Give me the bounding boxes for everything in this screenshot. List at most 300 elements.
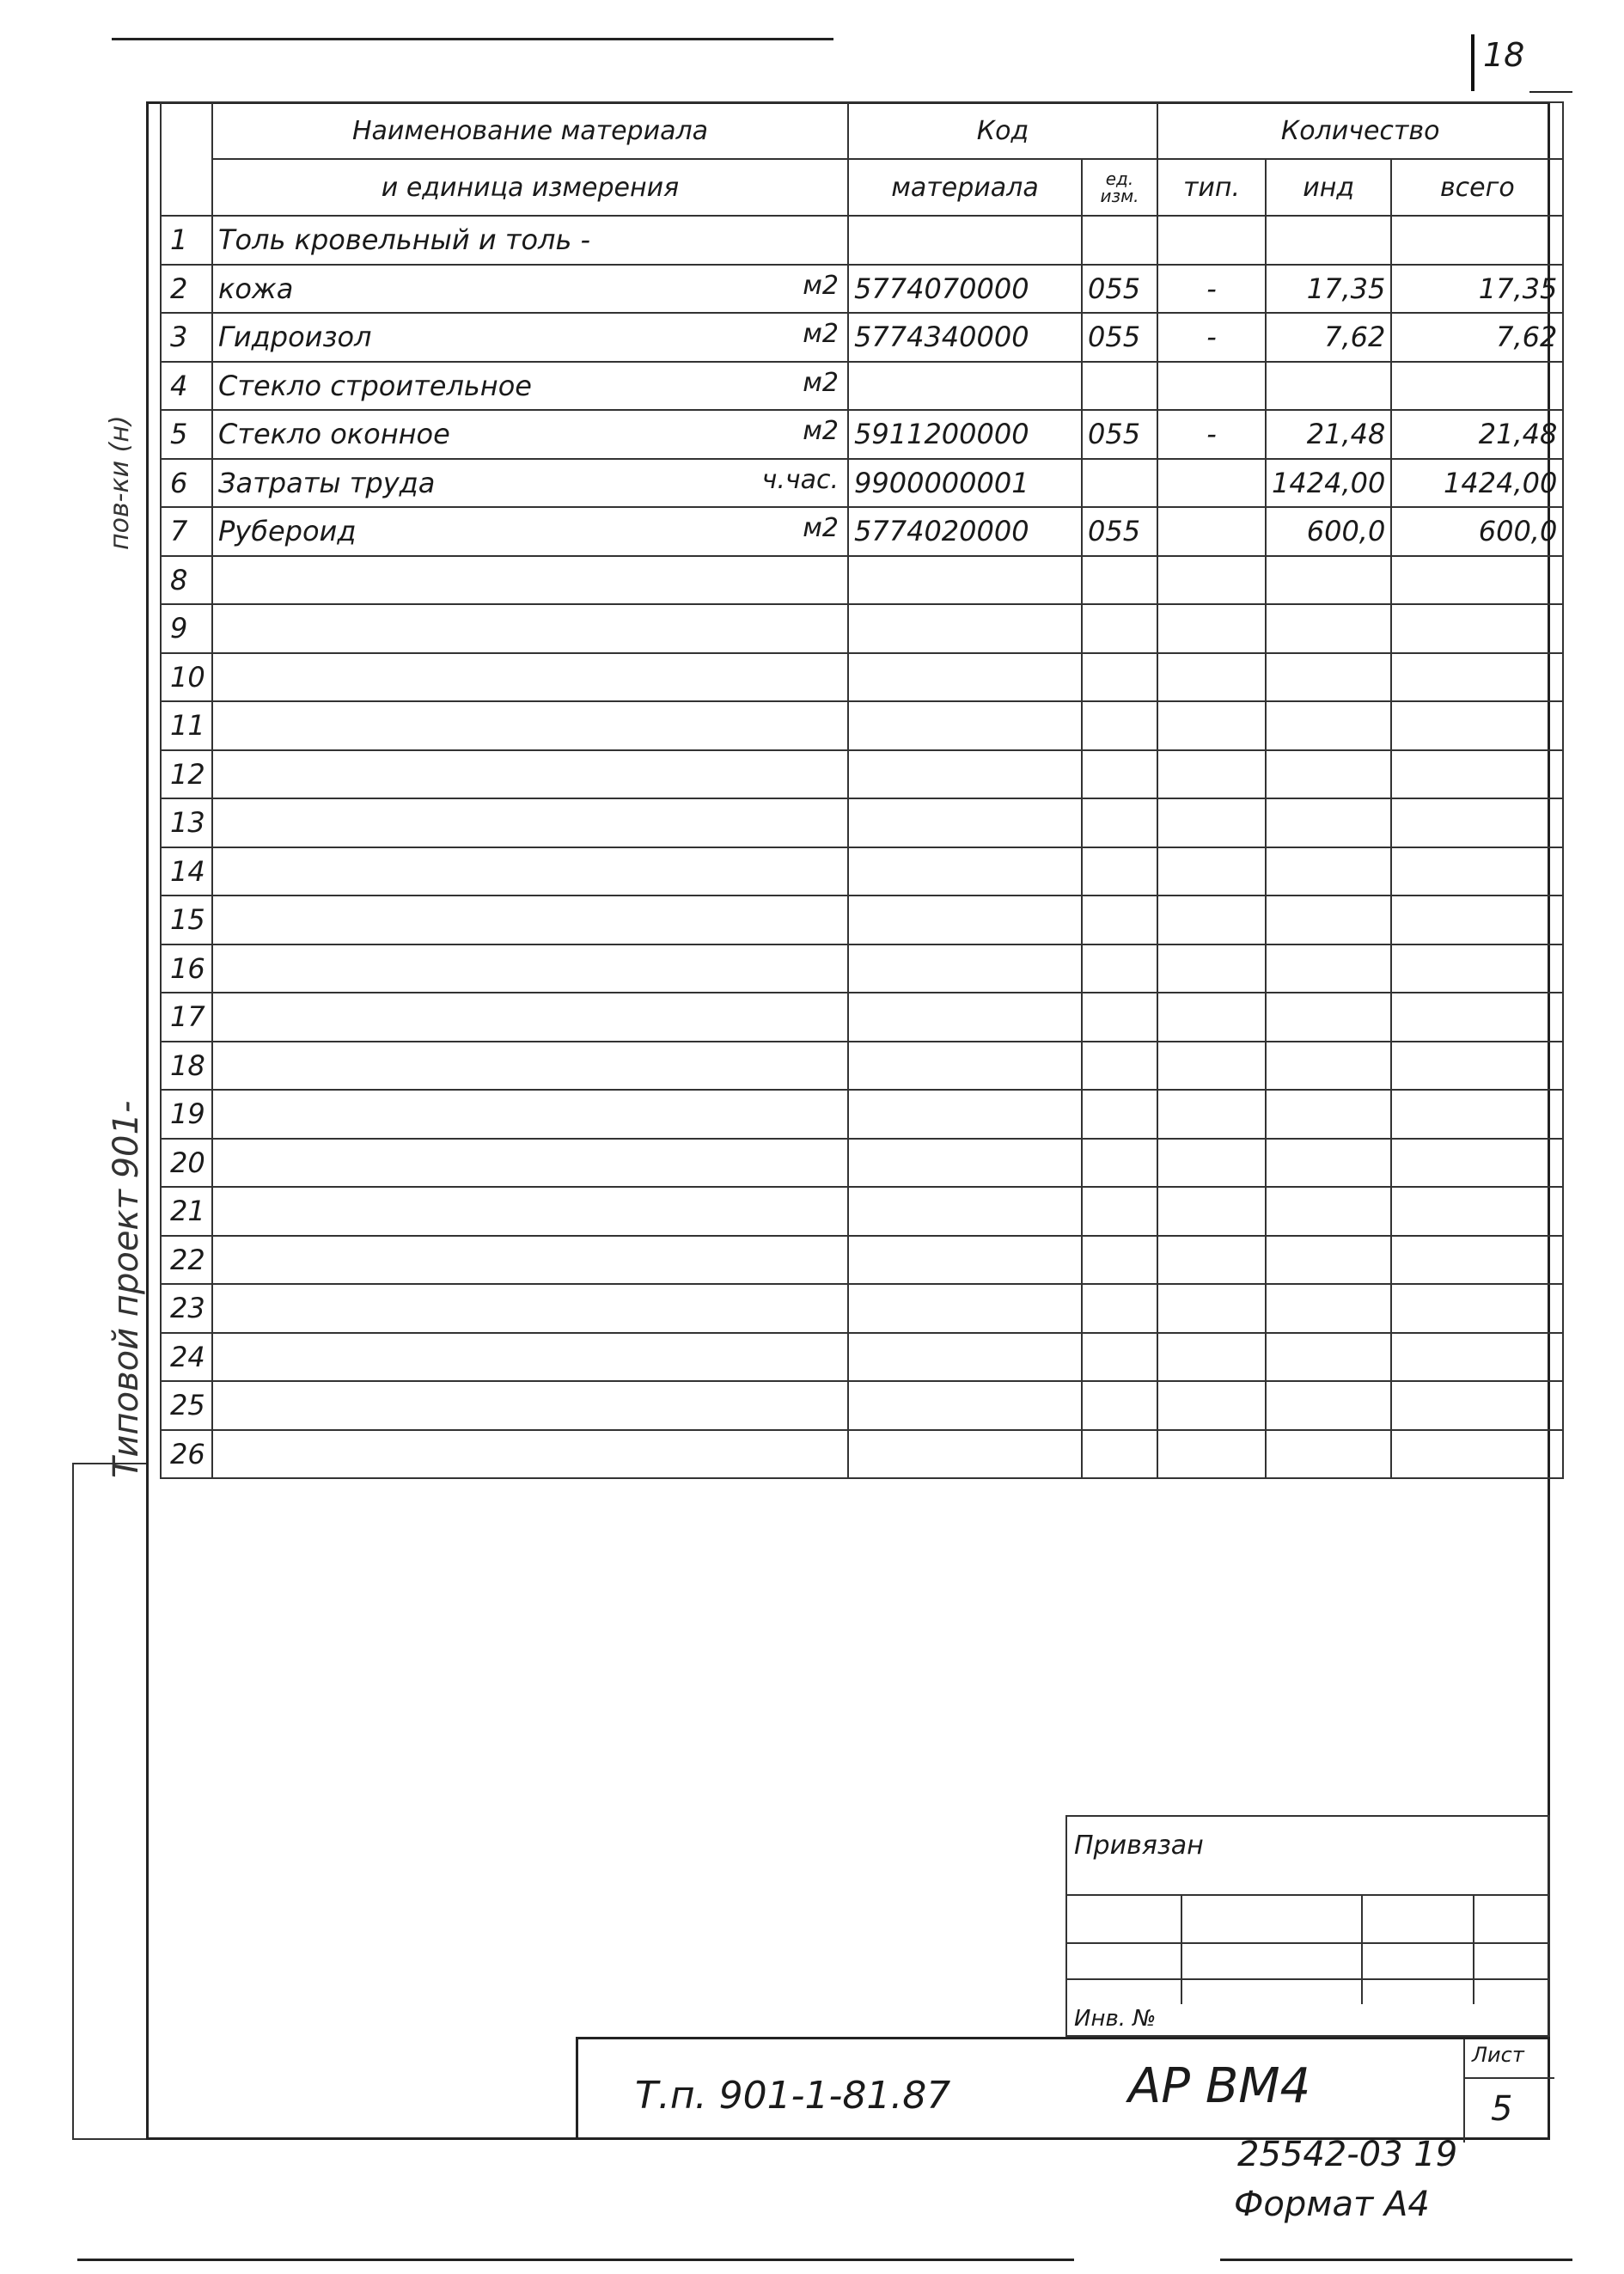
material-code [848, 1333, 1082, 1382]
stamp-col-1 [1181, 1894, 1182, 2004]
qty-total-text: 7,62 [1496, 321, 1558, 354]
archive-code: 25542-03 19 [1237, 2135, 1458, 2174]
qty-ind [1266, 798, 1391, 847]
format-label: Формат А4 [1234, 2185, 1430, 2224]
table-row [161, 459, 1563, 508]
unit-of-measure: м2 [803, 513, 839, 543]
qty-ind-text: 7,62 [1324, 321, 1386, 354]
row-number [161, 847, 212, 896]
qty-typ [1157, 653, 1266, 702]
material-name [212, 1090, 848, 1139]
qty-ind [1266, 556, 1391, 605]
qty-ind [1266, 993, 1391, 1042]
row-number [161, 507, 212, 556]
qty-total [1391, 556, 1563, 605]
row-number-text: 8 [170, 563, 188, 596]
qty-typ-text: - [1206, 321, 1217, 354]
row-number-text: 17 [170, 1000, 205, 1034]
qty-total-text: 600,0 [1478, 515, 1558, 548]
material-code [848, 1236, 1082, 1285]
unit-code-text: 055 [1088, 272, 1141, 305]
header-name-line1: Наименование материала [212, 102, 848, 159]
header-name-line2: и единица измерения [212, 159, 848, 216]
material-name [212, 459, 848, 508]
qty-ind [1266, 1236, 1391, 1285]
row-number-text: 5 [170, 418, 188, 451]
material-code [848, 1430, 1082, 1479]
row-number-text: 16 [170, 951, 205, 985]
row-number-text: 22 [170, 1243, 205, 1276]
qty-total-text: 21,48 [1478, 418, 1558, 451]
row-number-text: 12 [170, 757, 205, 791]
unit-code [1082, 1381, 1157, 1430]
header-code-material: материала [848, 159, 1082, 216]
top-rule-short [1529, 91, 1572, 93]
stamp-col-3 [1473, 1894, 1474, 2004]
row-number-text: 26 [170, 1437, 205, 1470]
row-number [161, 362, 212, 411]
unit-code-text: 055 [1088, 515, 1141, 548]
material-code [848, 1187, 1082, 1236]
qty-total [1391, 265, 1563, 314]
unit-code-text: 055 [1088, 418, 1141, 451]
material-code [848, 1042, 1082, 1091]
table-row [161, 216, 1563, 265]
qty-total [1391, 1187, 1563, 1236]
row-number-text: 24 [170, 1340, 205, 1373]
header-row-1 [161, 102, 1563, 159]
row-number [161, 798, 212, 847]
material-name [212, 410, 848, 459]
sheet-box [1463, 2039, 1553, 2143]
material-code [848, 653, 1082, 702]
qty-ind-text: 21,48 [1306, 418, 1386, 451]
unit-code [1082, 1430, 1157, 1479]
row-number [161, 459, 212, 508]
left-approval-strip [72, 1463, 146, 2140]
row-number [161, 1236, 212, 1285]
unit-code [1082, 1236, 1157, 1285]
unit-code [1082, 1187, 1157, 1236]
material-name-text: Гидроизол [218, 321, 372, 354]
qty-typ [1157, 265, 1266, 314]
material-name [212, 701, 848, 750]
qty-typ [1157, 362, 1266, 411]
qty-total [1391, 993, 1563, 1042]
material-name-text: Затраты труда [218, 466, 436, 499]
qty-total [1391, 1284, 1563, 1333]
material-name-text: Рубероид [218, 515, 357, 548]
qty-ind [1266, 1284, 1391, 1333]
qty-ind [1266, 1333, 1391, 1382]
document-number: Т.п. 901-1-81.87 [635, 2074, 951, 2118]
material-name [212, 1139, 848, 1188]
table-row [161, 604, 1563, 653]
table-row [161, 1090, 1563, 1139]
row-number-text: 6 [170, 466, 188, 499]
header-qty-total: всего [1391, 159, 1563, 216]
qty-total [1391, 944, 1563, 993]
material-code [848, 1381, 1082, 1430]
material-name [212, 1430, 848, 1479]
qty-typ [1157, 944, 1266, 993]
row-number-text: 2 [170, 272, 188, 305]
qty-typ [1157, 459, 1266, 508]
material-name [212, 750, 848, 799]
unit-code [1082, 507, 1157, 556]
material-code [848, 896, 1082, 944]
header-code-unit: ед. изм. [1082, 159, 1157, 216]
qty-typ [1157, 216, 1266, 265]
unit-code [1082, 798, 1157, 847]
qty-total [1391, 313, 1563, 362]
row-number [161, 410, 212, 459]
header-row-2 [161, 159, 1563, 216]
qty-ind [1266, 313, 1391, 362]
unit-code [1082, 1333, 1157, 1382]
row-number-text: 13 [170, 806, 205, 840]
qty-total [1391, 216, 1563, 265]
qty-ind [1266, 1381, 1391, 1430]
row-number [161, 1284, 212, 1333]
qty-typ [1157, 993, 1266, 1042]
qty-ind [1266, 507, 1391, 556]
title-block [576, 2037, 1550, 2140]
qty-typ [1157, 1284, 1266, 1333]
bottom-rule [77, 2259, 1074, 2261]
qty-ind-text: 1424,00 [1272, 466, 1386, 499]
material-name-text: Стекло строительное [218, 369, 532, 402]
header-qty-ind: инд [1266, 159, 1391, 216]
material-code [848, 1284, 1082, 1333]
material-code [848, 507, 1082, 556]
qty-ind [1266, 459, 1391, 508]
qty-total [1391, 896, 1563, 944]
qty-total [1391, 1236, 1563, 1285]
stamp-col-2 [1361, 1894, 1363, 2004]
row-number [161, 556, 212, 605]
table-row [161, 1284, 1563, 1333]
qty-ind [1266, 410, 1391, 459]
material-code-text: 5774020000 [854, 515, 1029, 548]
unit-of-measure: м2 [803, 416, 839, 446]
qty-typ-text: - [1206, 418, 1217, 451]
qty-total [1391, 604, 1563, 653]
material-code [848, 798, 1082, 847]
table-row [161, 701, 1563, 750]
page-number: 18 [1483, 36, 1525, 74]
qty-total [1391, 1381, 1563, 1430]
unit-code [1082, 993, 1157, 1042]
qty-typ [1157, 410, 1266, 459]
unit-code [1082, 604, 1157, 653]
bottom-rule-right [1220, 2259, 1572, 2261]
material-name [212, 1236, 848, 1285]
unit-code [1082, 653, 1157, 702]
qty-total [1391, 701, 1563, 750]
qty-typ [1157, 1236, 1266, 1285]
material-name-text: кожа [218, 272, 294, 305]
qty-typ [1157, 750, 1266, 799]
unit-code [1082, 265, 1157, 314]
unit-code [1082, 1042, 1157, 1091]
qty-total [1391, 362, 1563, 411]
row-number-text: 4 [170, 369, 188, 402]
qty-total [1391, 653, 1563, 702]
qty-typ [1157, 604, 1266, 653]
table-row [161, 750, 1563, 799]
stamp-linked-label: Привязан [1074, 1831, 1204, 1861]
sheet-label: Лист [1472, 2043, 1524, 2067]
material-code-text: 5911200000 [854, 418, 1029, 451]
row-number [161, 1139, 212, 1188]
qty-ind [1266, 1090, 1391, 1139]
row-number-text: 1 [170, 223, 188, 257]
row-number [161, 604, 212, 653]
qty-ind [1266, 1139, 1391, 1188]
unit-code [1082, 701, 1157, 750]
material-code [848, 313, 1082, 362]
material-code [848, 604, 1082, 653]
qty-ind [1266, 1187, 1391, 1236]
qty-ind [1266, 265, 1391, 314]
side-label-project: Типовой проект 901- [107, 1100, 146, 1478]
qty-ind-text: 600,0 [1306, 515, 1386, 548]
unit-code [1082, 410, 1157, 459]
qty-typ [1157, 1090, 1266, 1139]
material-code [848, 216, 1082, 265]
material-name [212, 1284, 848, 1333]
row-number [161, 1090, 212, 1139]
qty-typ [1157, 847, 1266, 896]
row-number-text: 21 [170, 1195, 205, 1228]
unit-code [1082, 944, 1157, 993]
material-name [212, 847, 848, 896]
qty-typ [1157, 798, 1266, 847]
material-name [212, 313, 848, 362]
material-code [848, 556, 1082, 605]
qty-typ [1157, 1430, 1266, 1479]
qty-typ-text: - [1206, 272, 1217, 305]
row-number [161, 216, 212, 265]
material-name [212, 362, 848, 411]
table-row [161, 896, 1563, 944]
row-number-text: 20 [170, 1146, 205, 1179]
unit-code [1082, 216, 1157, 265]
qty-total [1391, 507, 1563, 556]
row-number [161, 896, 212, 944]
qty-total [1391, 750, 1563, 799]
qty-ind [1266, 604, 1391, 653]
row-number [161, 313, 212, 362]
unit-code [1082, 459, 1157, 508]
qty-typ [1157, 701, 1266, 750]
unit-code [1082, 556, 1157, 605]
qty-ind [1266, 750, 1391, 799]
material-name [212, 1187, 848, 1236]
material-code [848, 944, 1082, 993]
row-number-text: 14 [170, 854, 205, 888]
qty-ind [1266, 944, 1391, 993]
material-name [212, 993, 848, 1042]
unit-code [1082, 1284, 1157, 1333]
sheet-divider [1465, 2077, 1554, 2079]
unit-code [1082, 1090, 1157, 1139]
material-code [848, 1090, 1082, 1139]
unit-of-measure: м2 [803, 270, 839, 301]
qty-total [1391, 1333, 1563, 1382]
header-code-group: Код [848, 102, 1157, 159]
material-code-text: 9900000001 [854, 466, 1029, 499]
row-number [161, 1381, 212, 1430]
material-name [212, 1381, 848, 1430]
table-row [161, 313, 1563, 362]
qty-ind [1266, 1042, 1391, 1091]
qty-total-text: 17,35 [1478, 272, 1558, 305]
row-number [161, 265, 212, 314]
material-name-text: Толь кровельный и толь - [218, 223, 591, 257]
unit-of-measure: м2 [803, 367, 839, 398]
row-number-text: 18 [170, 1048, 205, 1082]
material-code [848, 362, 1082, 411]
qty-total [1391, 1139, 1563, 1188]
header-qty-group: Количество [1157, 102, 1563, 159]
header-qty-typ: тип. [1157, 159, 1266, 216]
unit-of-measure: м2 [803, 319, 839, 349]
qty-total [1391, 1430, 1563, 1479]
qty-typ [1157, 1042, 1266, 1091]
material-name [212, 653, 848, 702]
row-number-text: 10 [170, 660, 205, 694]
qty-total-text: 1424,00 [1444, 466, 1558, 499]
unit-code [1082, 750, 1157, 799]
table-row [161, 798, 1563, 847]
material-name [212, 265, 848, 314]
qty-total [1391, 798, 1563, 847]
qty-ind [1266, 216, 1391, 265]
qty-total [1391, 410, 1563, 459]
qty-typ [1157, 507, 1266, 556]
row-number-text: 15 [170, 903, 205, 937]
material-code [848, 410, 1082, 459]
row-number [161, 993, 212, 1042]
row-number-text: 9 [170, 612, 188, 645]
stamp-row-1 [1065, 1894, 1550, 1942]
row-number-text: 3 [170, 321, 188, 354]
row-number-text: 19 [170, 1097, 205, 1131]
material-code [848, 265, 1082, 314]
qty-typ [1157, 896, 1266, 944]
side-label-top: пов-ки (н) [105, 415, 135, 550]
material-name [212, 1333, 848, 1382]
material-name [212, 944, 848, 993]
qty-typ [1157, 1187, 1266, 1236]
material-code [848, 701, 1082, 750]
material-code [848, 847, 1082, 896]
qty-ind [1266, 896, 1391, 944]
qty-ind [1266, 362, 1391, 411]
stamp-inv-label: Инв. № [1074, 2006, 1157, 2032]
table-row [161, 265, 1563, 314]
row-number-text: 11 [170, 709, 205, 743]
table-row [161, 1236, 1563, 1285]
table-row [161, 1187, 1563, 1236]
material-code-text: 5774340000 [854, 321, 1029, 354]
material-code [848, 750, 1082, 799]
qty-ind [1266, 1430, 1391, 1479]
table-row [161, 556, 1563, 605]
row-number [161, 701, 212, 750]
table-row [161, 1430, 1563, 1479]
row-number-text: 25 [170, 1389, 205, 1422]
row-number [161, 653, 212, 702]
qty-typ [1157, 313, 1266, 362]
unit-code [1082, 313, 1157, 362]
unit-code [1082, 362, 1157, 411]
row-number [161, 1187, 212, 1236]
sheet-value: 5 [1491, 2089, 1513, 2129]
qty-total [1391, 459, 1563, 508]
material-code [848, 459, 1082, 508]
material-name [212, 604, 848, 653]
qty-typ [1157, 1139, 1266, 1188]
row-number [161, 750, 212, 799]
unit-code [1082, 896, 1157, 944]
unit-code [1082, 847, 1157, 896]
row-number-text: 23 [170, 1292, 205, 1325]
table-row [161, 1042, 1563, 1091]
qty-ind [1266, 847, 1391, 896]
table-row [161, 1139, 1563, 1188]
linked-stamp [1065, 1815, 1550, 2037]
qty-typ [1157, 556, 1266, 605]
table-row [161, 653, 1563, 702]
table-row [161, 410, 1563, 459]
row-number [161, 944, 212, 993]
material-code-text: 5774070000 [854, 272, 1029, 305]
table-row [161, 1333, 1563, 1382]
qty-total [1391, 1042, 1563, 1091]
row-number-text: 7 [170, 515, 188, 548]
header-num-cell [161, 102, 212, 216]
material-name [212, 798, 848, 847]
row-number [161, 1042, 212, 1091]
table-row [161, 1381, 1563, 1430]
qty-ind [1266, 653, 1391, 702]
qty-ind [1266, 701, 1391, 750]
stamp-row-2 [1065, 1942, 1550, 1978]
material-code [848, 1139, 1082, 1188]
table-row [161, 993, 1563, 1042]
drawing-mark: АР ВМ4 [1128, 2058, 1311, 2114]
table-row [161, 362, 1563, 411]
table-row [161, 507, 1563, 556]
material-name-text: Стекло оконное [218, 418, 450, 451]
material-name [212, 1042, 848, 1091]
material-name [212, 507, 848, 556]
unit-code-text: 055 [1088, 321, 1141, 354]
qty-typ [1157, 1333, 1266, 1382]
row-number [161, 1333, 212, 1382]
material-spec-table [160, 101, 1564, 1479]
material-code [848, 993, 1082, 1042]
qty-total [1391, 1090, 1563, 1139]
unit-code [1082, 1139, 1157, 1188]
material-name [212, 216, 848, 265]
stamp-row-3 [1065, 1978, 1550, 2004]
top-rule [112, 38, 833, 40]
table-row [161, 847, 1563, 896]
